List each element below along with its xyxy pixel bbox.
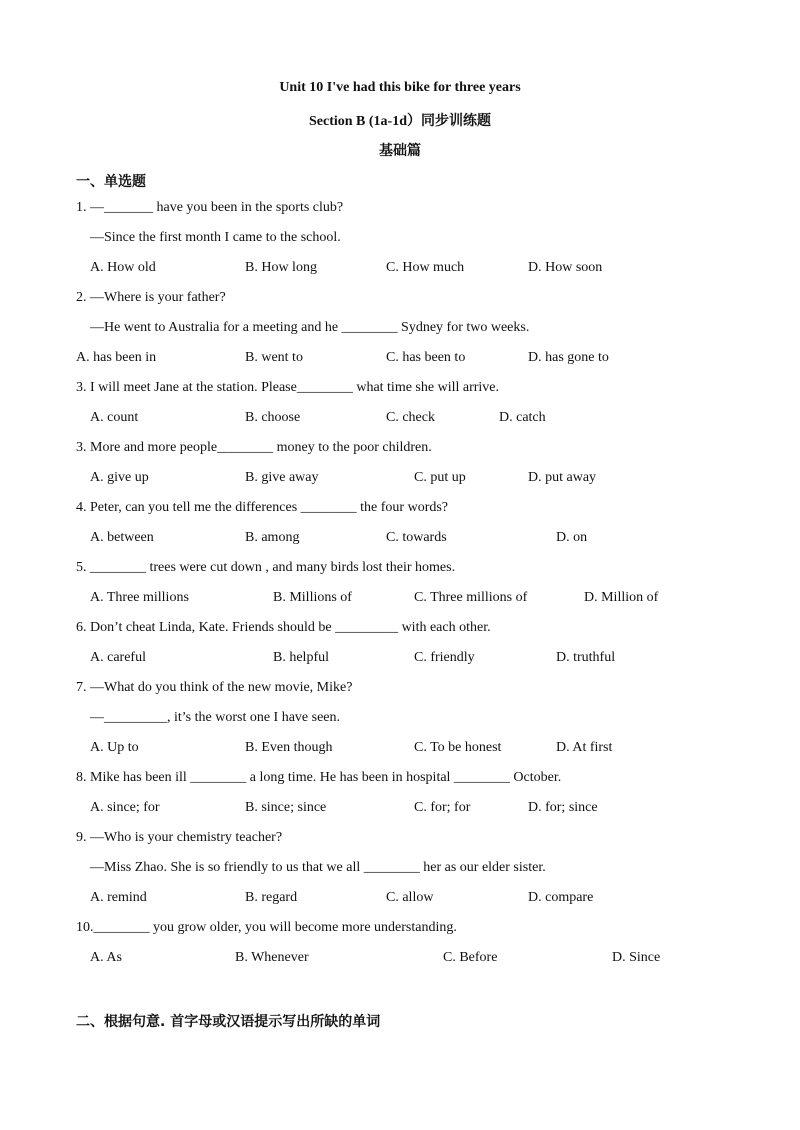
option-a: A. How old <box>90 260 156 275</box>
option-b: B. regard <box>245 890 298 905</box>
question-stem: 5. ________ trees were cut down , and many birds lost their homes. <box>76 560 456 575</box>
option-c: C. Before <box>443 950 498 965</box>
option-b: B. among <box>245 530 300 545</box>
option-b: B. Even though <box>245 740 333 755</box>
option-b: B. Millions of <box>273 590 352 605</box>
option-a: A. between <box>90 530 154 545</box>
option-b: B. give away <box>245 470 319 485</box>
option-d: D. truthful <box>556 650 616 665</box>
option-a: A. since; for <box>90 800 160 815</box>
section-heading-fill-in-words: 二、根据句意. 首字母或汉语提示写出所缺的单词 <box>76 1014 381 1030</box>
option-a: A. give up <box>90 470 149 485</box>
difficulty-level: 基础篇 <box>379 144 421 159</box>
option-c: C. allow <box>386 890 434 905</box>
option-d: D. Since <box>612 950 661 965</box>
option-d: D. catch <box>499 410 546 425</box>
option-c: C. put up <box>414 470 466 485</box>
option-c: C. has been to <box>386 350 466 365</box>
option-a: A. has been in <box>76 350 157 365</box>
option-b: B. Whenever <box>235 950 309 965</box>
question-dialogue: —_________, it’s the worst one I have seen. <box>90 710 341 725</box>
section-heading-multiple-choice: 一、单选题 <box>76 174 146 190</box>
option-d: D. At first <box>556 740 613 755</box>
option-c: C. How much <box>386 260 465 275</box>
question-dialogue: —Since the first month I came to the school. <box>90 230 341 245</box>
question-stem: 6. Don’t cheat Linda, Kate. Friends should be _________ with each other. <box>76 620 491 635</box>
question-stem: 2. —Where is your father? <box>76 290 226 305</box>
option-c: C. check <box>386 410 435 425</box>
option-c: C. To be honest <box>414 740 502 755</box>
page-title: Unit 10 I've had this bike for three years <box>279 80 521 95</box>
option-d: D. on <box>556 530 588 545</box>
option-a: A. careful <box>90 650 146 665</box>
option-b: B. went to <box>245 350 303 365</box>
question-stem: 3. More and more people________ money to the poor children. <box>76 440 432 455</box>
option-c: C. friendly <box>414 650 475 665</box>
option-b: B. How long <box>245 260 317 275</box>
question-stem: 4. Peter, can you tell me the differences ________ the four words? <box>76 500 449 515</box>
question-stem: 7. —What do you think of the new movie, Mike? <box>76 680 353 695</box>
option-b: B. helpful <box>273 650 329 665</box>
option-c: C. for; for <box>414 800 471 815</box>
option-d: D. compare <box>528 890 594 905</box>
question-dialogue: —He went to Australia for a meeting and he ________ Sydney for two weeks. <box>90 320 530 335</box>
question-dialogue: —Miss Zhao. She is so friendly to us that we all ________ her as our elder sister. <box>90 860 546 875</box>
option-d: D. Million of <box>584 590 659 605</box>
option-a: A. As <box>90 950 122 965</box>
option-d: D. has gone to <box>528 350 609 365</box>
question-stem: 9. —Who is your chemistry teacher? <box>76 830 283 845</box>
option-d: D. How soon <box>528 260 603 275</box>
question-stem: 10.________ you grow older, you will become more understanding. <box>76 920 457 935</box>
question-stem: 3. I will meet Jane at the station. Please________ what time she will arrive. <box>76 380 500 395</box>
option-d: D. put away <box>528 470 597 485</box>
option-a: A. Up to <box>90 740 139 755</box>
option-a: A. Three millions <box>90 590 189 605</box>
page-subtitle: Section B (1a-1d）同步训练题 <box>309 114 491 129</box>
question-stem: 8. Mike has been ill ________ a long time. He has been in hospital ________ October. <box>76 770 562 785</box>
option-a: A. remind <box>90 890 147 905</box>
option-b: B. choose <box>245 410 301 425</box>
question-stem: 1. —_______ have you been in the sports club? <box>76 200 344 215</box>
option-d: D. for; since <box>528 800 598 815</box>
option-b: B. since; since <box>245 800 327 815</box>
option-c: C. Three millions of <box>414 590 528 605</box>
option-c: C. towards <box>386 530 447 545</box>
option-a: A. count <box>90 410 139 425</box>
